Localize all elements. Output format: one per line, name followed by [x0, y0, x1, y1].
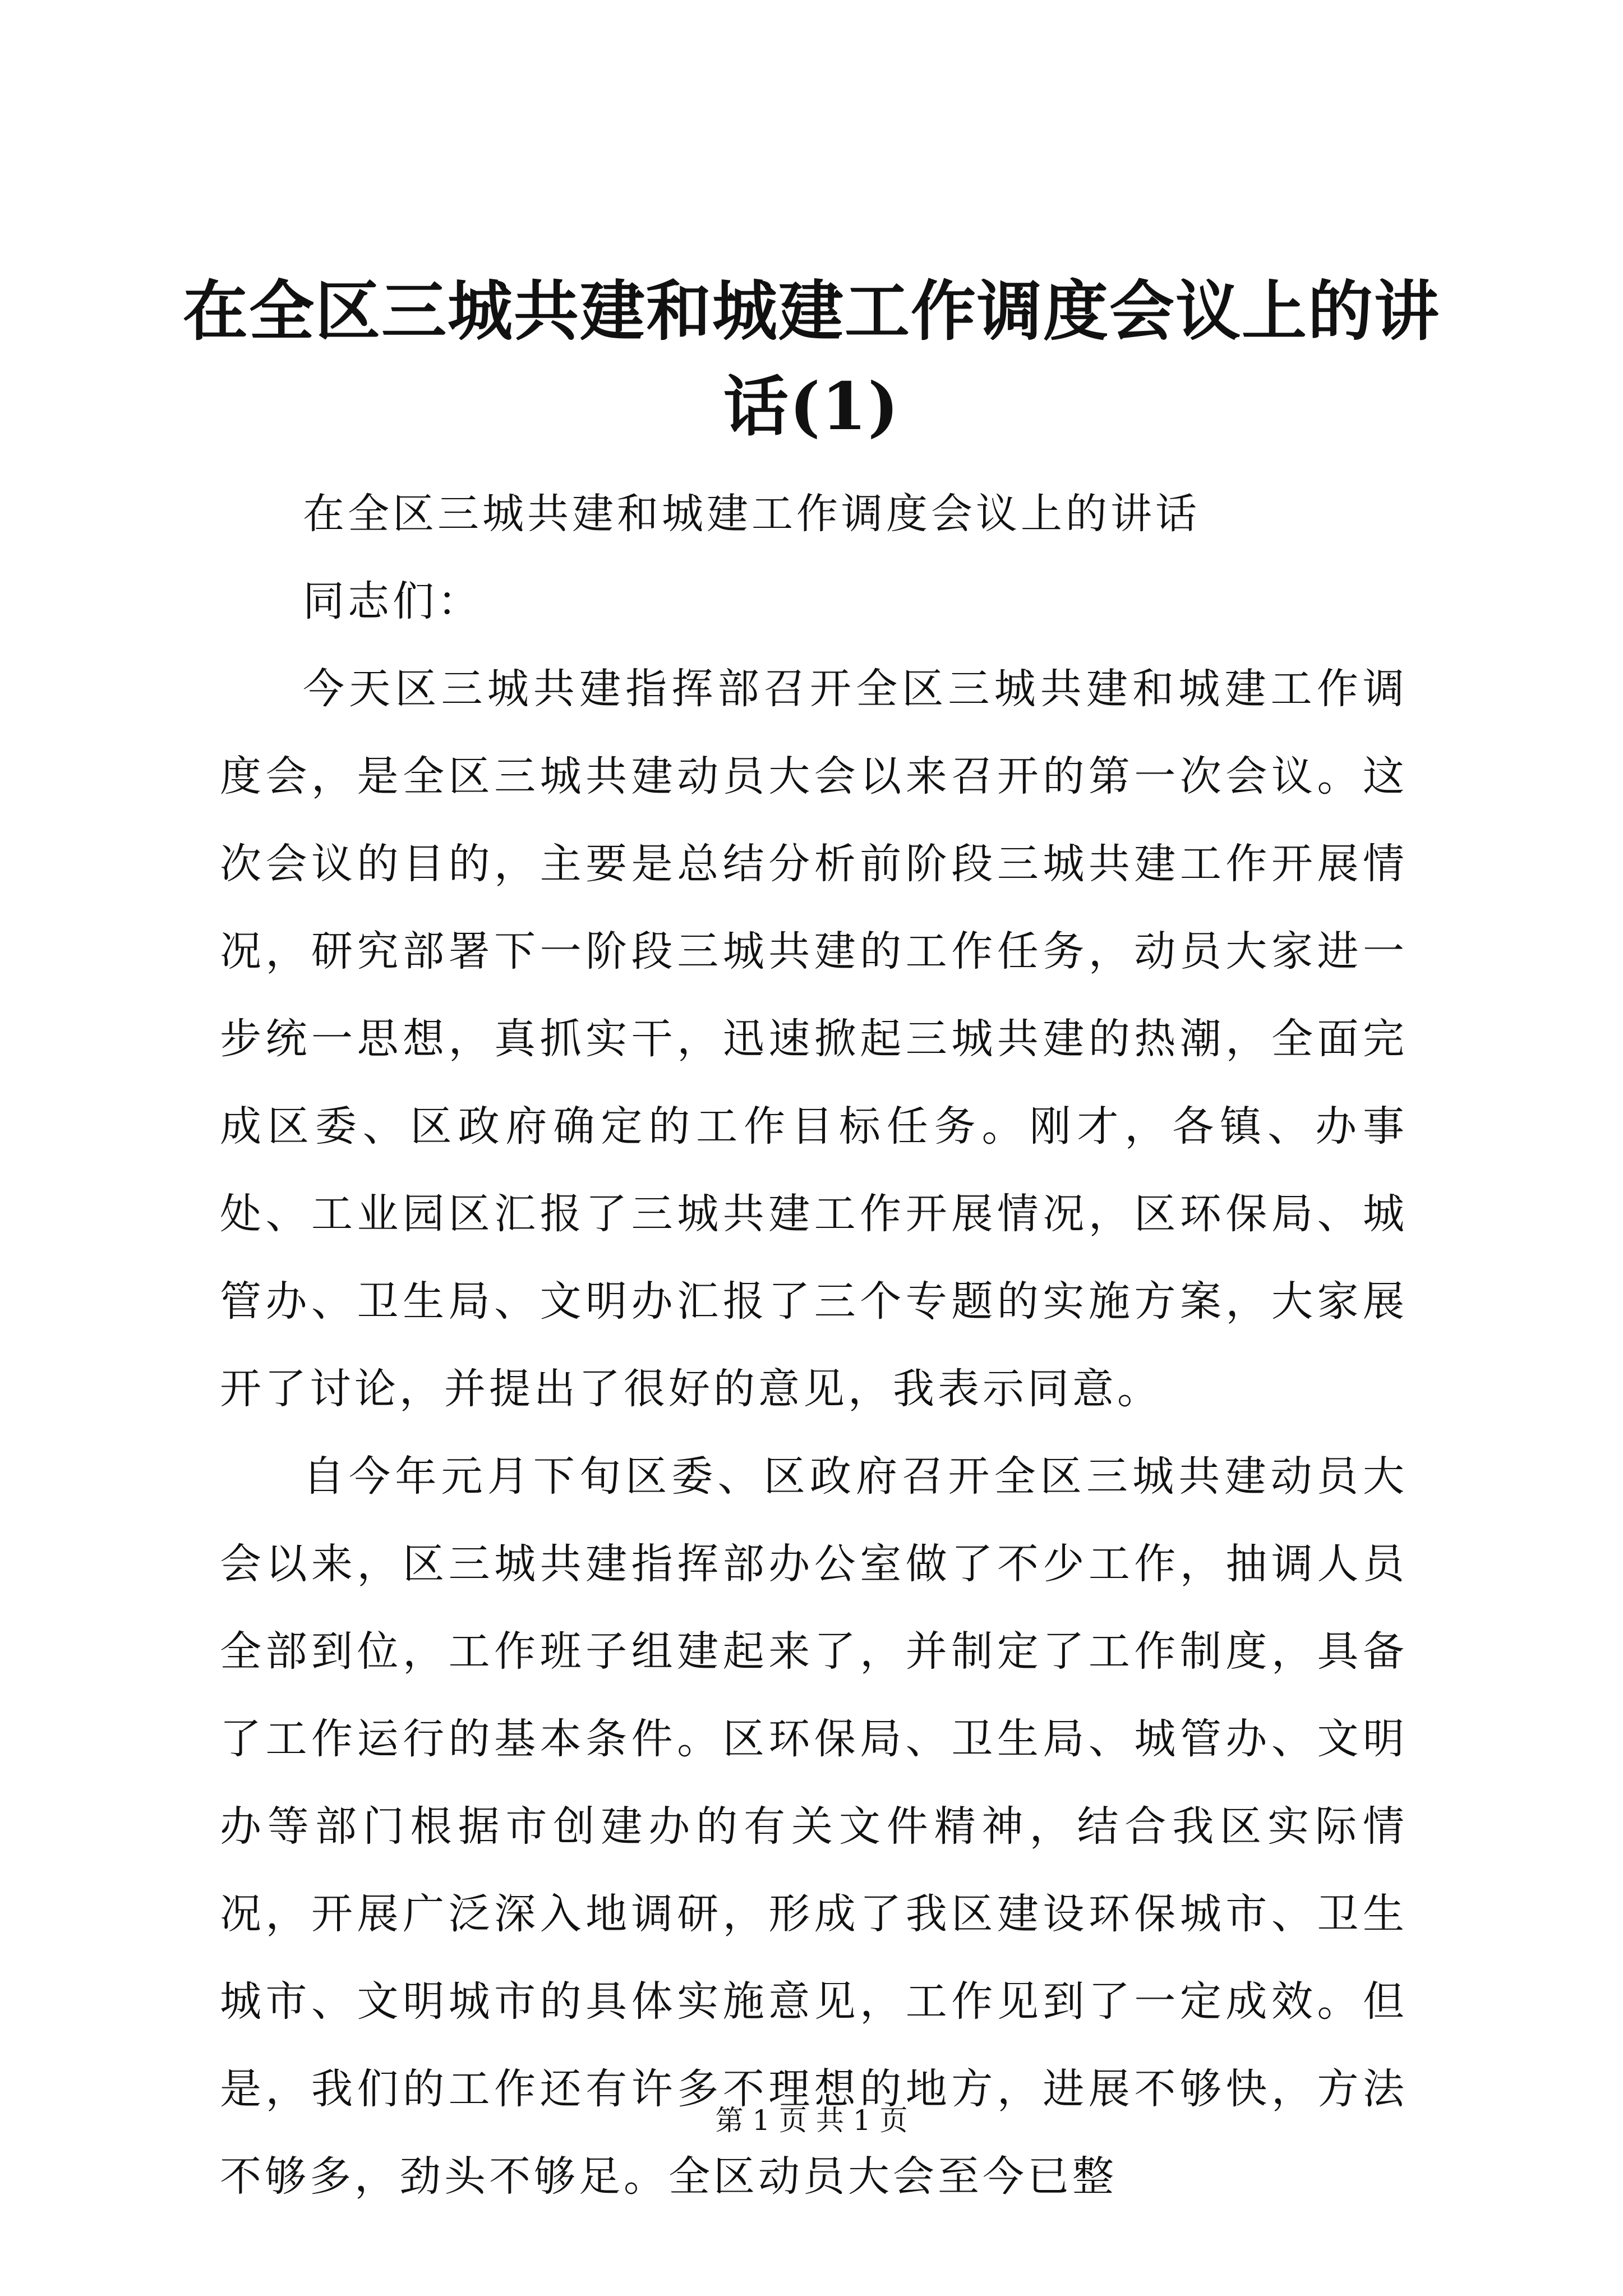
document-title: 在全区三城共建和城建工作调度会议上的讲话(1) — [183, 273, 1440, 445]
document-body — [220, 470, 1408, 2220]
body-paragraph: 自今年元月下旬区委、区政府召开全区三城共建动员大会以来，区三城共建指挥部办公室做了不少工作，抽调人员全部到位，工作班子组建起来了，并制定了工作制度，具备了工作运行的基本条件。区环保局、卫生局、城管办、文明办等部门根据市创建办的有关文件精神，结合我区实际情况，开展广泛深入地调研，形成了我区建设环保城市、卫生城市、文明城市的具体实施意见，工作见到了一定成效。但是，我们的工作还有许多不理想的地方，进展不够快，方法不够多，劲头不够足。全区动员大会至今已整 — [220, 1452, 1408, 2201]
page-footer: 第 1 页 共 1 页 — [715, 2104, 908, 2137]
body-paragraph: 今天区三城共建指挥部召开全区三城共建和城建工作调度会，是全区三城共建动员大会以来召开的第一次会议。这次会议的目的，主要是总结分析前阶段三城共建工作开展情况，研究部署下一阶段三城共建的工作任务，动员大家进一步统一思想，真抓实干，迅速掀起三城共建的热潮，全面完成区委、区政府确定的工作目标任务。刚才，各镇、办事处、工业园区汇报了三城共建工作开展情况，区环保局、城管办、卫生局、文明办汇报了三个专题的实施方案，大家展开了讨论，并提出了很好的意见，我表示同意。 — [220, 665, 1408, 1413]
subtitle-paragraph: 在全区三城共建和城建工作调度会议上的讲话 — [303, 490, 1200, 538]
salutation-paragraph: 同志们： — [303, 577, 482, 625]
